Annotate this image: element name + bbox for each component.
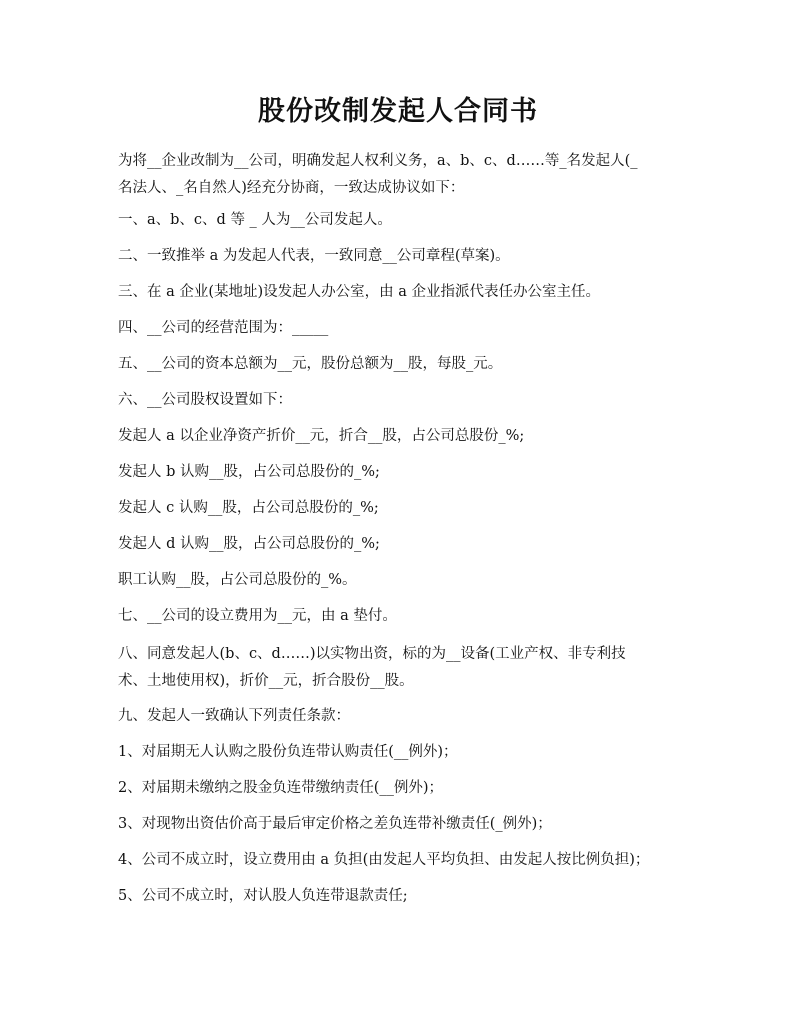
paragraph-item-1 [118, 207, 688, 234]
paragraph-line: 二、一致推举 a 为发起人代表，一致同意__公司章程(草案)。 [118, 248, 510, 264]
paragraph-item-8 [118, 641, 688, 695]
paragraph-line: 4、公司不成立时，设立费用由 a 负担(由发起人平均负担、由发起人按比例负担)； [118, 852, 650, 868]
paragraph-clause-4 [118, 847, 688, 874]
paragraph-line: 职工认购__股，占公司总股份的_%。 [118, 572, 357, 588]
paragraph-line: 一、a、b、c、d 等 _ 人为__公司发起人。 [118, 212, 392, 228]
paragraph-share-staff [118, 567, 688, 594]
paragraph-item-5 [118, 351, 688, 378]
paragraph-clause-2 [118, 775, 688, 802]
paragraph-line: 2、对届期未缴纳之股金负连带缴纳责任(__例外)； [118, 780, 444, 796]
paragraph-line: 九、发起人一致确认下列责任条款： [118, 708, 350, 724]
paragraph-share-a [118, 423, 688, 450]
document-title: 股份改制发起人合同书 [258, 96, 538, 127]
paragraph-line: 为将__企业改制为__公司，明确发起人权利义务，a、b、c、d……等_名发起人(_ [118, 153, 638, 169]
paragraph-item-3 [118, 279, 688, 306]
paragraph-line: 三、在 a 企业(某地址)设发起人办公室，由 a 企业指派代表任办公室主任。 [118, 284, 601, 300]
paragraph-line: 五、__公司的资本总额为__元，股份总额为__股，每股_元。 [118, 356, 503, 372]
paragraph-share-c [118, 495, 688, 522]
paragraph-clause-3 [118, 811, 688, 838]
paragraph-item-4 [118, 315, 688, 342]
paragraph-line: 5、公司不成立时，对认股人负连带退款责任; [118, 888, 408, 904]
paragraph-item-7 [118, 603, 688, 630]
paragraph-line: 发起人 d 认购__股，占公司总股份的_%; [118, 536, 380, 552]
paragraph-clause-5 [118, 883, 688, 910]
paragraph-line: 1、对届期无人认购之股份负连带认购责任(__例外)； [118, 744, 458, 760]
paragraph-line: 发起人 b 认购__股，占公司总股份的_%; [118, 464, 380, 480]
paragraph-line: 发起人 c 认购__股，占公司总股份的_%; [118, 500, 379, 516]
paragraph-item-6 [118, 387, 688, 414]
paragraph-line: 六、__公司股权设置如下： [118, 392, 292, 408]
paragraph-item-2 [118, 243, 688, 270]
paragraph-line: 发起人 a 以企业净资产折价__元，折合__股，占公司总股份_%; [118, 428, 525, 444]
paragraph-line: 四、__公司的经营范围为：_____ [118, 320, 329, 336]
paragraph-share-d [118, 531, 688, 558]
paragraph-line: 术、土地使用权)，折价__元，折合股份__股。 [118, 673, 414, 689]
paragraph-line: 3、对现物出资估价高于最后审定价格之差负连带补缴责任(_例外)； [118, 816, 552, 832]
paragraph-line: 名法人、_名自然人)经充分协商，一致达成协议如下： [118, 180, 465, 196]
paragraph-item-9 [118, 703, 688, 730]
paragraph-share-b [118, 459, 688, 486]
paragraph-line: 七、__公司的设立费用为__元，由 a 垫付。 [118, 608, 397, 624]
paragraph-clause-1 [118, 739, 688, 766]
paragraph-preamble [118, 148, 688, 202]
paragraph-line: 八、同意发起人(b、c、d……)以实物出资，标的为__设备(工业产权、非专利技 [118, 646, 626, 662]
